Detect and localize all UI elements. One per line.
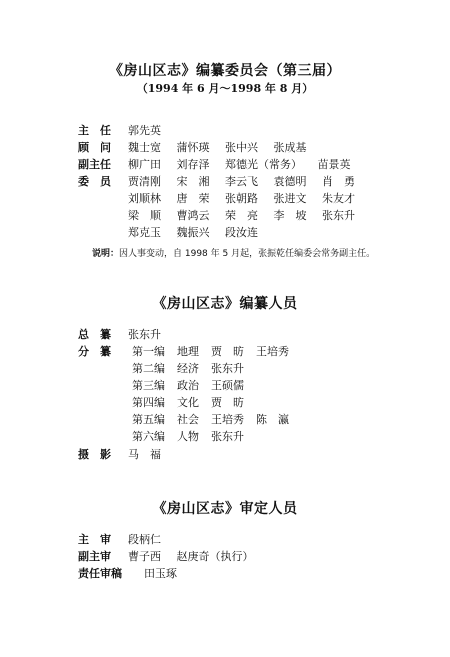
section1-title: 《房山区志》编纂委员会（第三届） [109, 63, 341, 79]
row-label: 顾 问 [78, 141, 111, 154]
row-label: 副主任 [78, 158, 111, 171]
person-name: 梁 顺 [128, 209, 161, 222]
person-name: 贾清刚 [128, 175, 161, 188]
row-names [128, 207, 367, 223]
person-name: 李云飞 [225, 175, 258, 188]
person-name: 张进文 [273, 192, 307, 205]
person-name: 郭先英 [128, 124, 161, 137]
person-name: 赵庚奇（执行） [176, 550, 254, 563]
volume-topic: 地理 [177, 345, 199, 358]
person-name: 肖 勇 [322, 175, 355, 188]
volume-topic: 社会 [177, 413, 199, 426]
person-name: 曹子西 [128, 550, 161, 563]
volume-row [132, 377, 256, 393]
volume-number: 第五编 [132, 413, 165, 426]
person-name: 朱友才 [322, 192, 355, 205]
section3-title: 《房山区志》审定人员 [152, 501, 298, 517]
volume-number: 第六编 [132, 430, 165, 443]
volume-row [132, 343, 301, 359]
person-name: 陈 瀛 [256, 413, 289, 426]
volume-number: 第四编 [132, 396, 165, 409]
section2-title: 《房山区志》编纂人员 [152, 296, 298, 312]
person-name: 荣 亮 [225, 209, 258, 222]
person-name: 王培秀 [211, 413, 244, 426]
row-label: 责任审稿 [78, 567, 122, 580]
volume-topic: 政治 [177, 379, 199, 392]
person-name: 王培秀 [256, 345, 289, 358]
person-name: 王硕儒 [211, 379, 244, 392]
person-name: 袁德明 [273, 175, 307, 188]
person-name: 张东升 [211, 362, 244, 375]
row-names [128, 173, 367, 189]
note-text: 因人事变动，自 1998 年 5 月起，张振乾任编委会常务副主任。 [119, 249, 376, 259]
person-name: 张东升 [128, 328, 161, 341]
person-name: 张东升 [322, 209, 355, 222]
volume-topic: 经济 [177, 362, 199, 375]
reviewer-row [78, 548, 266, 564]
person-name: 田玉琢 [144, 567, 177, 580]
person-name: 唐 荣 [176, 192, 210, 205]
person-name: 刘存泽 [176, 158, 210, 171]
row-label: 总 纂 [78, 328, 111, 341]
person-name: 宋 湘 [176, 175, 210, 188]
row-names [128, 156, 363, 172]
person-name: 马 福 [128, 448, 161, 461]
person-name: 魏振兴 [176, 226, 210, 239]
committee-row-members-2 [78, 190, 367, 206]
row-label: 摄 影 [78, 448, 111, 461]
row-names [128, 531, 173, 547]
person-name: 张朝路 [225, 192, 258, 205]
reviewer-row [78, 531, 173, 547]
row-label: 副主审 [78, 550, 111, 563]
volume-row [132, 394, 256, 410]
committee-row-members-4 [78, 224, 270, 240]
person-name: 魏士宽 [128, 141, 161, 154]
person-name: 贾 昉 [211, 345, 244, 358]
committee-row-members-3 [78, 207, 367, 223]
row-label: 分 纂 [78, 345, 111, 358]
committee-row-advisors [78, 139, 319, 155]
person-name: 张成基 [273, 141, 307, 154]
row-names [128, 122, 173, 138]
person-name: 刘顺林 [128, 192, 161, 205]
note-label: 说明： [92, 249, 120, 259]
row-label: 委 员 [78, 175, 111, 188]
note [92, 246, 375, 259]
committee-row-vice-chairs [78, 156, 363, 172]
volume-row [132, 411, 301, 427]
volume-number: 第三编 [132, 379, 165, 392]
row-names [128, 224, 270, 240]
person-name: 段柄仁 [128, 533, 161, 546]
section1-subtitle: （1994 年 6 月～1998 年 8 月） [136, 82, 314, 95]
row-names [128, 139, 319, 155]
person-name: 段汝连 [225, 226, 258, 239]
committee-row-chair [78, 122, 173, 138]
volume-topic: 文化 [177, 396, 199, 409]
person-name: 郑克玉 [128, 226, 161, 239]
volume-number: 第二编 [132, 362, 165, 375]
row-names [144, 565, 189, 581]
committee-row-members-1 [78, 173, 367, 189]
person-name: 柳广田 [128, 158, 161, 171]
volume-editors-label-row [78, 343, 128, 359]
person-name: 张东升 [211, 430, 244, 443]
reviewer-row [78, 565, 189, 581]
volume-number: 第一编 [132, 345, 165, 358]
person-name: 郑德光（常务） [225, 158, 302, 171]
row-names [128, 446, 173, 462]
row-names [128, 548, 266, 564]
volume-row [132, 428, 256, 444]
volume-topic: 人物 [177, 430, 199, 443]
person-name: 苗景英 [317, 158, 351, 171]
person-name: 贾 昉 [211, 396, 244, 409]
row-label: 主 审 [78, 533, 111, 546]
row-label: 主 任 [78, 124, 111, 137]
row-names [128, 326, 173, 342]
person-name: 曹鸿云 [176, 209, 210, 222]
person-name: 张中兴 [225, 141, 258, 154]
volume-row [132, 360, 256, 376]
photography-row [78, 446, 173, 462]
chief-editor-row [78, 326, 173, 342]
person-name: 蒲怀瑛 [176, 141, 210, 154]
person-name: 李 坡 [273, 209, 307, 222]
row-names [128, 190, 367, 206]
